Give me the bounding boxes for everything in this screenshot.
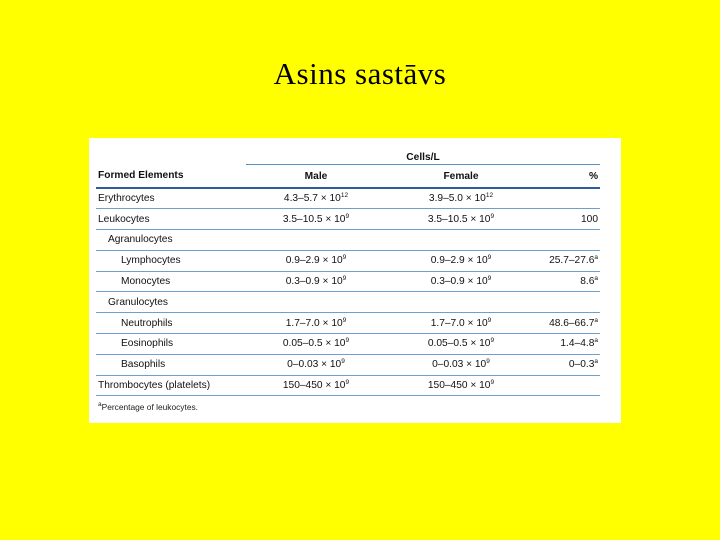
exponent: 9 [345, 212, 350, 220]
cell-percent-value: 0–0.3 [568, 359, 595, 371]
cell-male [246, 313, 386, 334]
cell-male [246, 230, 386, 251]
table-row [96, 354, 600, 375]
column-header-female: Female [443, 170, 479, 182]
table-row [96, 375, 600, 396]
cell-percent [536, 230, 600, 251]
exponent: 9 [486, 358, 490, 366]
cell-formed-element [96, 250, 246, 271]
table-row [96, 334, 600, 355]
cell-male-value: 0.05–0.5 × 10 [282, 338, 346, 350]
cell-female [386, 250, 536, 271]
cell-formed-element-value: Thrombocytes (platelets) [98, 380, 211, 392]
cell-formed-element-value: Neutrophils [121, 317, 173, 329]
footnote-mark: a [98, 401, 102, 409]
cell-female [386, 313, 536, 334]
cell-female-value: 0.9–2.9 × 10 [430, 255, 488, 267]
cell-percent [536, 271, 600, 292]
column-header-formed-elements: Formed Elements [98, 170, 184, 182]
exponent: 9 [487, 275, 492, 283]
cell-female-value: 3.5–10.5 × 10 [427, 213, 491, 225]
cell-percent [536, 354, 600, 375]
cell-percent-value: 25.7–27.6 [549, 255, 595, 267]
cell-male-value: 1.7–7.0 × 10 [285, 317, 343, 329]
cell-male-value: 4.3–5.7 × 10 [283, 193, 341, 205]
footnote-text: Percentage of leukocytes. [101, 402, 198, 413]
cell-male-value: 0.3–0.9 × 10 [285, 276, 343, 288]
footnote-ref: a [594, 254, 599, 262]
table-row [96, 313, 600, 334]
cell-formed-element [96, 292, 246, 313]
column-header-percent: % [588, 170, 599, 182]
formed-elements-table-card [89, 138, 621, 423]
exponent: 9 [342, 254, 347, 262]
exponent: 9 [490, 212, 495, 220]
exponent: 9 [345, 337, 350, 345]
cell-formed-element-value: Lymphocytes [121, 255, 181, 267]
cell-formed-element-value: Eosinophils [121, 338, 174, 350]
footnote-ref: a [594, 275, 599, 283]
cell-female [386, 354, 536, 375]
cell-female [386, 230, 536, 251]
footnote-ref: a [594, 358, 599, 366]
cell-percent-value: 100 [581, 213, 599, 225]
cell-formed-element-value: Leukocytes [98, 213, 150, 225]
cell-percent [536, 334, 600, 355]
cell-male [246, 271, 386, 292]
cell-formed-element [96, 209, 246, 230]
exponent: 9 [341, 358, 345, 366]
table-row [96, 209, 600, 230]
cell-percent [536, 250, 600, 271]
exponent: 12 [340, 192, 349, 200]
table-row [96, 230, 600, 251]
cell-female-value: 0–0.03 × 10 [432, 359, 487, 371]
cell-female-value: 150–450 × 10 [427, 380, 491, 392]
cell-male [246, 334, 386, 355]
cell-female [386, 375, 536, 396]
cell-female-value: 3.9–5.0 × 10 [428, 193, 486, 205]
cell-male [246, 188, 386, 209]
cell-formed-element-value: Erythrocytes [98, 193, 155, 205]
cell-female [386, 292, 536, 313]
exponent: 9 [487, 254, 492, 262]
cell-formed-element [96, 375, 246, 396]
exponent: 12 [485, 192, 494, 200]
cell-male-value: 3.5–10.5 × 10 [282, 213, 346, 225]
cell-formed-element-value: Basophils [121, 359, 166, 371]
footnote-ref: a [594, 316, 599, 324]
column-header-male: Male [304, 170, 328, 182]
cell-female-value: 1.7–7.0 × 10 [430, 317, 488, 329]
cell-percent-value: 8.6 [580, 276, 595, 288]
exponent: 9 [487, 316, 492, 324]
cell-formed-element [96, 313, 246, 334]
cell-formed-element [96, 334, 246, 355]
cell-percent-value: 1.4–4.8 [560, 338, 595, 350]
table-row [96, 250, 600, 271]
exponent: 9 [342, 275, 347, 283]
cell-percent-value: 48.6–66.7 [549, 317, 595, 329]
cell-female [386, 209, 536, 230]
table-row [96, 292, 600, 313]
cell-formed-element-value: Agranulocytes [108, 234, 173, 246]
cell-male [246, 209, 386, 230]
cell-percent [536, 209, 600, 230]
cell-female-value: 0.3–0.9 × 10 [430, 276, 488, 288]
exponent: 9 [345, 379, 350, 387]
cell-formed-element [96, 271, 246, 292]
table-row [96, 271, 600, 292]
table-row [96, 188, 600, 209]
table-body [96, 188, 600, 396]
footnote-ref: a [594, 337, 599, 345]
exponent: 9 [490, 337, 495, 345]
cell-female [386, 188, 536, 209]
cell-percent [536, 375, 600, 396]
formed-elements-table [96, 138, 600, 396]
cell-female [386, 271, 536, 292]
cell-percent [536, 313, 600, 334]
cell-male-value: 0–0.03 × 10 [287, 359, 342, 371]
cell-formed-element-value: Monocytes [121, 276, 171, 288]
cell-male [246, 292, 386, 313]
header-group-cells-per-liter: Cells/L [246, 138, 600, 165]
cell-formed-element [96, 354, 246, 375]
cell-percent [536, 188, 600, 209]
cell-male [246, 354, 386, 375]
cell-female [386, 334, 536, 355]
cell-percent [536, 292, 600, 313]
cell-male [246, 375, 386, 396]
table-footnote [96, 402, 600, 412]
cell-male-value: 150–450 × 10 [282, 380, 346, 392]
cell-male [246, 250, 386, 271]
cell-formed-element-value: Granulocytes [108, 296, 169, 308]
slide-title: Asins sastāvs [273, 56, 447, 91]
cell-female-value: 0.05–0.5 × 10 [427, 338, 491, 350]
exponent: 9 [342, 316, 347, 324]
cell-formed-element [96, 230, 246, 251]
exponent: 9 [490, 379, 495, 387]
cell-formed-element [96, 188, 246, 209]
cell-male-value: 0.9–2.9 × 10 [285, 255, 343, 267]
